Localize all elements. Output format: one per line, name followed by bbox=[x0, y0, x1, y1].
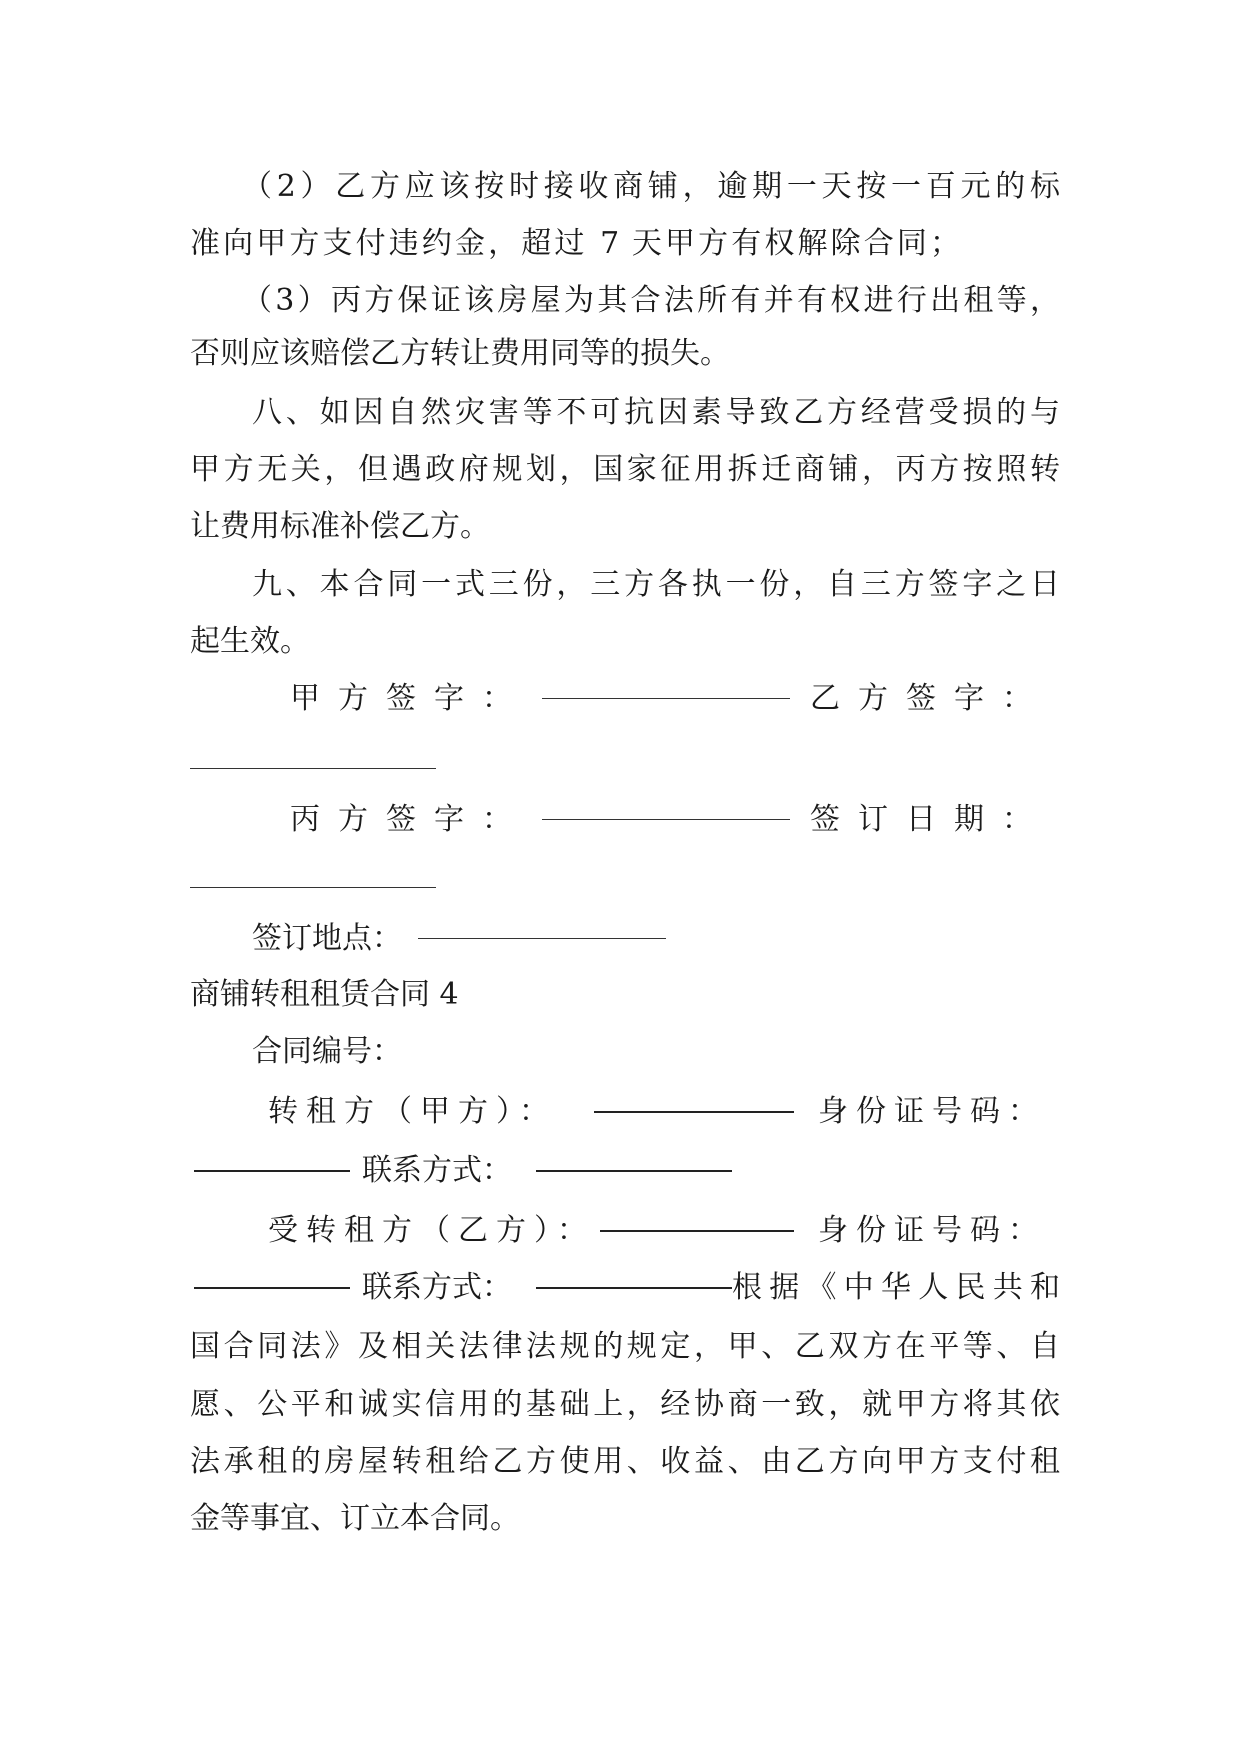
party-c-signature-blank[interactable] bbox=[542, 809, 790, 820]
party-a-signature-label: 甲方签字： bbox=[290, 681, 530, 716]
sublessor-id-line[interactable] bbox=[194, 1170, 350, 1172]
clause-line: 准向甲方支付违约金，超过 7 天甲方有权解除合同； bbox=[190, 226, 960, 261]
clause-line: 起生效。 bbox=[190, 624, 310, 659]
sign-place-label: 签订地点： bbox=[252, 921, 402, 956]
sign-date-blank[interactable] bbox=[190, 877, 436, 888]
clause-line: 九、本合同一式三份，三方各执一份，自三方签字之日 bbox=[252, 567, 1060, 602]
contract-title: 商铺转租租赁合同 4 bbox=[190, 977, 459, 1012]
party-b-signature-blank[interactable] bbox=[190, 758, 436, 769]
contract-intro-text: 愿、公平和诚实信用的基础上，经协商一致，就甲方将其依 bbox=[190, 1387, 1060, 1422]
clause-line: 否则应该赔偿乙方转让费用同等的损失。 bbox=[190, 336, 730, 371]
sublessor-contact-line[interactable] bbox=[536, 1170, 732, 1172]
sublessee-id-label: 身份证号码： bbox=[818, 1213, 1046, 1248]
sublessor-id-label: 身份证号码： bbox=[818, 1094, 1046, 1129]
clause-line: 甲方无关，但遇政府规划，国家征用拆迁商铺，丙方按照转 bbox=[190, 452, 1060, 487]
contract-intro-text: 国合同法》及相关法律法规的规定，甲、乙双方在平等、自 bbox=[190, 1329, 1060, 1364]
contract-intro-text: 法承租的房屋转租给乙方使用、收益、由乙方向甲方支付租 bbox=[190, 1444, 1060, 1479]
sublessee-contact-line[interactable] bbox=[536, 1287, 732, 1289]
contract-number-label: 合同编号： bbox=[252, 1034, 402, 1069]
party-b-signature-label: 乙方签字： bbox=[810, 681, 1050, 716]
party-c-signature-label: 丙方签字： bbox=[290, 802, 530, 837]
sublessee-label: 受转租方（乙方）： bbox=[268, 1213, 595, 1248]
sublessee-name-line[interactable] bbox=[600, 1230, 794, 1232]
contract-intro-text: 根据《中华人民共和 bbox=[732, 1270, 1060, 1305]
sublessor-contact-label: 联系方式： bbox=[362, 1153, 512, 1188]
contract-intro-text: 金等事宜、订立本合同。 bbox=[190, 1501, 520, 1536]
clause-line: 八、如因自然灾害等不可抗因素导致乙方经营受损的与 bbox=[252, 395, 1060, 430]
sign-place-blank[interactable] bbox=[418, 928, 666, 939]
party-a-signature-blank[interactable] bbox=[542, 688, 790, 699]
clause-line: 让费用标准补偿乙方。 bbox=[190, 509, 490, 544]
sublessee-id-line[interactable] bbox=[194, 1287, 350, 1289]
sign-date-label: 签订日期： bbox=[810, 802, 1050, 837]
clause-line: （2）乙方应该按时接收商铺，逾期一天按一百元的标 bbox=[242, 169, 1060, 204]
sublessor-label: 转租方（甲方）： bbox=[268, 1094, 557, 1129]
sublessor-name-line[interactable] bbox=[594, 1111, 794, 1113]
clause-line: （3）丙方保证该房屋为其合法所有并有权进行出租等， bbox=[242, 283, 1060, 318]
sublessee-contact-label: 联系方式： bbox=[362, 1270, 512, 1305]
